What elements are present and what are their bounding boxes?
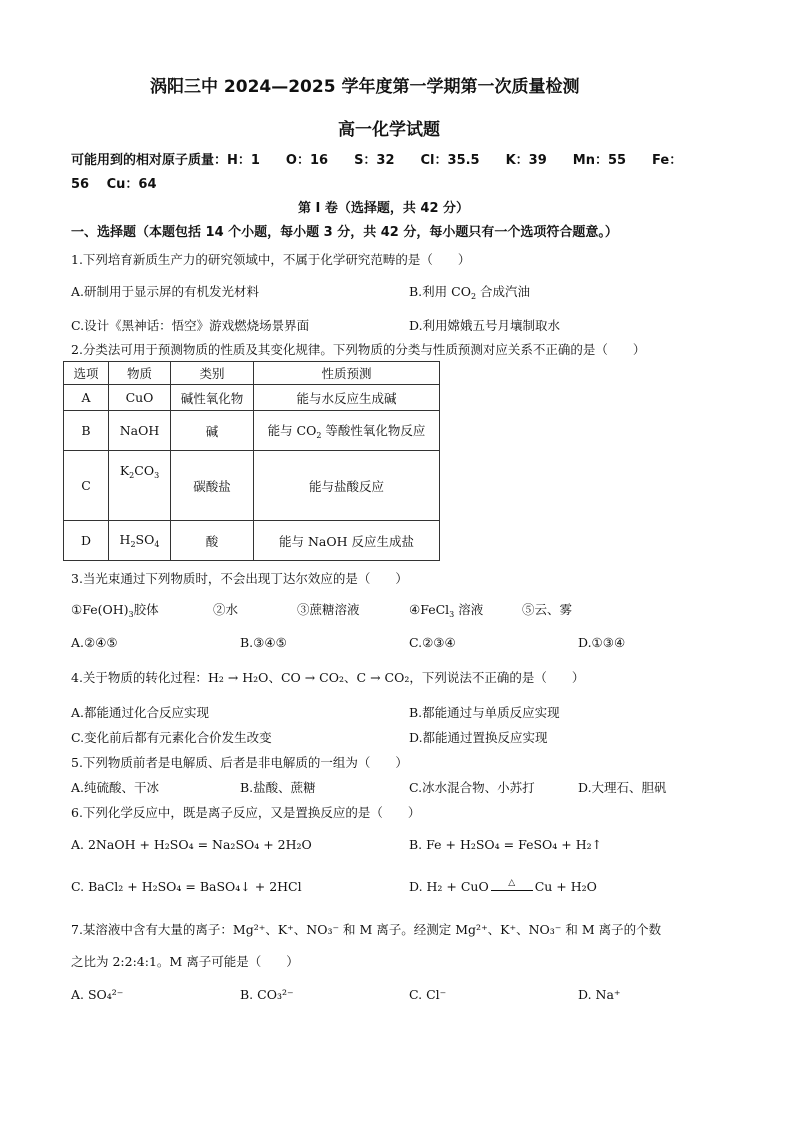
q1-b-post: 合成汽油 bbox=[476, 284, 531, 299]
q2-b-category: 碱 bbox=[171, 411, 254, 451]
q2-d-substance: $H_2SO_4$ bbox=[109, 521, 171, 561]
q5-stem: 5.下列物质前者是电解质、后者是非电解质的一组为（ ） bbox=[71, 755, 408, 770]
q2-header-substance: 物质 bbox=[109, 362, 171, 385]
q6-option-d[interactable]: D. H₂ + CuO △ Cu + H₂O bbox=[409, 878, 597, 894]
q1-stem: 1.下列培育新质生产力的研究领域中，不属于化学研究范畴的是（ ） bbox=[71, 252, 471, 267]
q4-option-b[interactable]: B.都能通过与单质反应实现 bbox=[409, 705, 560, 720]
q1-option-d[interactable]: D.利用嫦娥五号月壤制取水 bbox=[409, 318, 561, 333]
q1-option-a[interactable]: A.研制用于显示屏的有机发光材料 bbox=[71, 284, 260, 299]
q2-d-option: D bbox=[64, 521, 109, 561]
q2-d-property: 能与 NaOH 反应生成盐 bbox=[254, 521, 440, 561]
q4-eq1: H₂ → H₂O bbox=[207, 670, 269, 685]
q2-stem: 2.分类法可用于预测物质的性质及其变化规律。下列物质的分类与性质预测对应关系不正确的是（ ） bbox=[71, 342, 646, 357]
q6-stem: 6.下列化学反应中，既是离子反应，又是置换反应的是（ ） bbox=[71, 805, 421, 820]
q1-option-c[interactable]: C.设计《黑神话：悟空》游戏燃烧场景界面 bbox=[71, 318, 310, 333]
q1-b-pre: B.利用 CO bbox=[409, 284, 471, 299]
q2-c-category: 碳酸盐 bbox=[171, 451, 254, 521]
q4-option-d[interactable]: D.都能通过置换反应实现 bbox=[409, 730, 548, 745]
q2-c-substance: $K_2CO_3$ bbox=[109, 451, 171, 521]
exam-title: 涡阳三中 2024—2025 学年度第一学期第一次质量检测 bbox=[150, 77, 580, 97]
heating-condition-icon: △ bbox=[491, 880, 533, 891]
q4-eq2: CO → CO₂ bbox=[280, 670, 345, 685]
q1-b-sub: 2 bbox=[470, 292, 477, 301]
q3-option-a[interactable]: A.②④⑤ bbox=[71, 635, 118, 650]
q3-option-d[interactable]: D.①③④ bbox=[578, 635, 626, 650]
q3-item2: ②水 bbox=[213, 602, 239, 617]
q2-c-option: C bbox=[64, 451, 109, 521]
q6-option-b[interactable]: B. Fe + H₂SO₄ = FeSO₄ + H₂↑ bbox=[409, 837, 603, 852]
q3-item5: ⑤云、雾 bbox=[522, 602, 573, 617]
q4-option-c[interactable]: C.变化前后都有元素化合价发生改变 bbox=[71, 730, 272, 745]
q2-header-category: 类别 bbox=[171, 362, 254, 385]
q3-item1: $①Fe(OH)_3$胶体 bbox=[71, 602, 159, 619]
q7-stem-line2: 之比为 2:2:4:1。M 离子可能是（ ） bbox=[71, 954, 299, 969]
atomic-mass-line1: 可能用到的相对原子质量：H：1 O：16 S：32 Cl：35.5 K：39 Mn：55 Fe： bbox=[71, 153, 683, 168]
table-row bbox=[64, 521, 440, 561]
q4-stem: 4.关于物质的转化过程：H₂ → H₂O、CO → CO₂、C → CO₂，下列说法不正确的是（ ） bbox=[71, 670, 585, 685]
q2-a-category: 碱性氧化物 bbox=[171, 385, 254, 411]
q3-item3: ③蔗糖溶液 bbox=[297, 602, 360, 617]
q2-table bbox=[63, 361, 440, 561]
q2-c-property: 能与盐酸反应 bbox=[254, 451, 440, 521]
q2-a-option: A bbox=[64, 385, 109, 411]
part-title: 一、选择题（本题包括 14 个小题，每小题 3 分，共 42 分，每小题只有一个选项符合题意。） bbox=[71, 225, 618, 240]
q4-eq3: C → CO₂ bbox=[356, 670, 410, 685]
section-title: 第 I 卷（选择题，共 42 分） bbox=[298, 201, 470, 216]
q2-header-property: 性质预测 bbox=[254, 362, 440, 385]
exam-subtitle: 高一化学试题 bbox=[338, 120, 440, 140]
q2-a-property: 能与水反应生成碱 bbox=[254, 385, 440, 411]
table-row bbox=[64, 385, 440, 411]
atomic-mass-line2: 56 Cu：64 bbox=[71, 177, 157, 192]
q6-option-c[interactable]: C. BaCl₂ + H₂SO₄ = BaSO₄↓ + 2HCl bbox=[71, 879, 302, 894]
q2-b-option: B bbox=[64, 411, 109, 451]
q7-stem-line1: 7.某溶液中含有大量的离子：Mg²⁺、K⁺、NO₃⁻ 和 M 离子。经测定 Mg²⁺、K⁺、NO₃⁻ 和 M 离子的个数 bbox=[71, 922, 662, 937]
q7-option-a[interactable]: A. SO₄²⁻ bbox=[71, 987, 124, 1002]
table-row bbox=[64, 411, 440, 451]
q1-option-b[interactable] bbox=[409, 282, 530, 301]
q3-option-c[interactable]: C.②③④ bbox=[409, 635, 456, 650]
q6-option-a[interactable]: A. 2NaOH + H₂SO₄ = Na₂SO₄ + 2H₂O bbox=[71, 837, 312, 852]
q4-option-a[interactable]: A.都能通过化合反应实现 bbox=[71, 705, 210, 720]
q5-option-c[interactable]: C.冰水混合物、小苏打 bbox=[409, 780, 535, 795]
q3-stem: 3.当光束通过下列物质时，不会出现丁达尔效应的是（ ） bbox=[71, 571, 408, 586]
q5-option-a[interactable]: A.纯硫酸、干冰 bbox=[71, 780, 160, 795]
q3-item4: ④FeCl$_3$ 溶液 bbox=[409, 602, 484, 619]
q2-b-substance: NaOH bbox=[109, 411, 171, 451]
q7-option-b[interactable]: B. CO₃²⁻ bbox=[240, 987, 294, 1002]
q3-option-b[interactable]: B.③④⑤ bbox=[240, 635, 287, 650]
q7-option-d[interactable]: D. Na⁺ bbox=[578, 987, 621, 1002]
q5-option-b[interactable]: B.盐酸、蔗糖 bbox=[240, 780, 316, 795]
q7-option-c[interactable]: C. Cl⁻ bbox=[409, 987, 447, 1002]
table-row bbox=[64, 451, 440, 521]
q2-b-property: 能与 $CO_2$ 等酸性氧化物反应 bbox=[254, 411, 440, 451]
q5-option-d[interactable]: D.大理石、胆矾 bbox=[578, 780, 667, 795]
q2-d-category: 酸 bbox=[171, 521, 254, 561]
q2-a-substance: CuO bbox=[109, 385, 171, 411]
q2-header-option: 选项 bbox=[64, 362, 109, 385]
